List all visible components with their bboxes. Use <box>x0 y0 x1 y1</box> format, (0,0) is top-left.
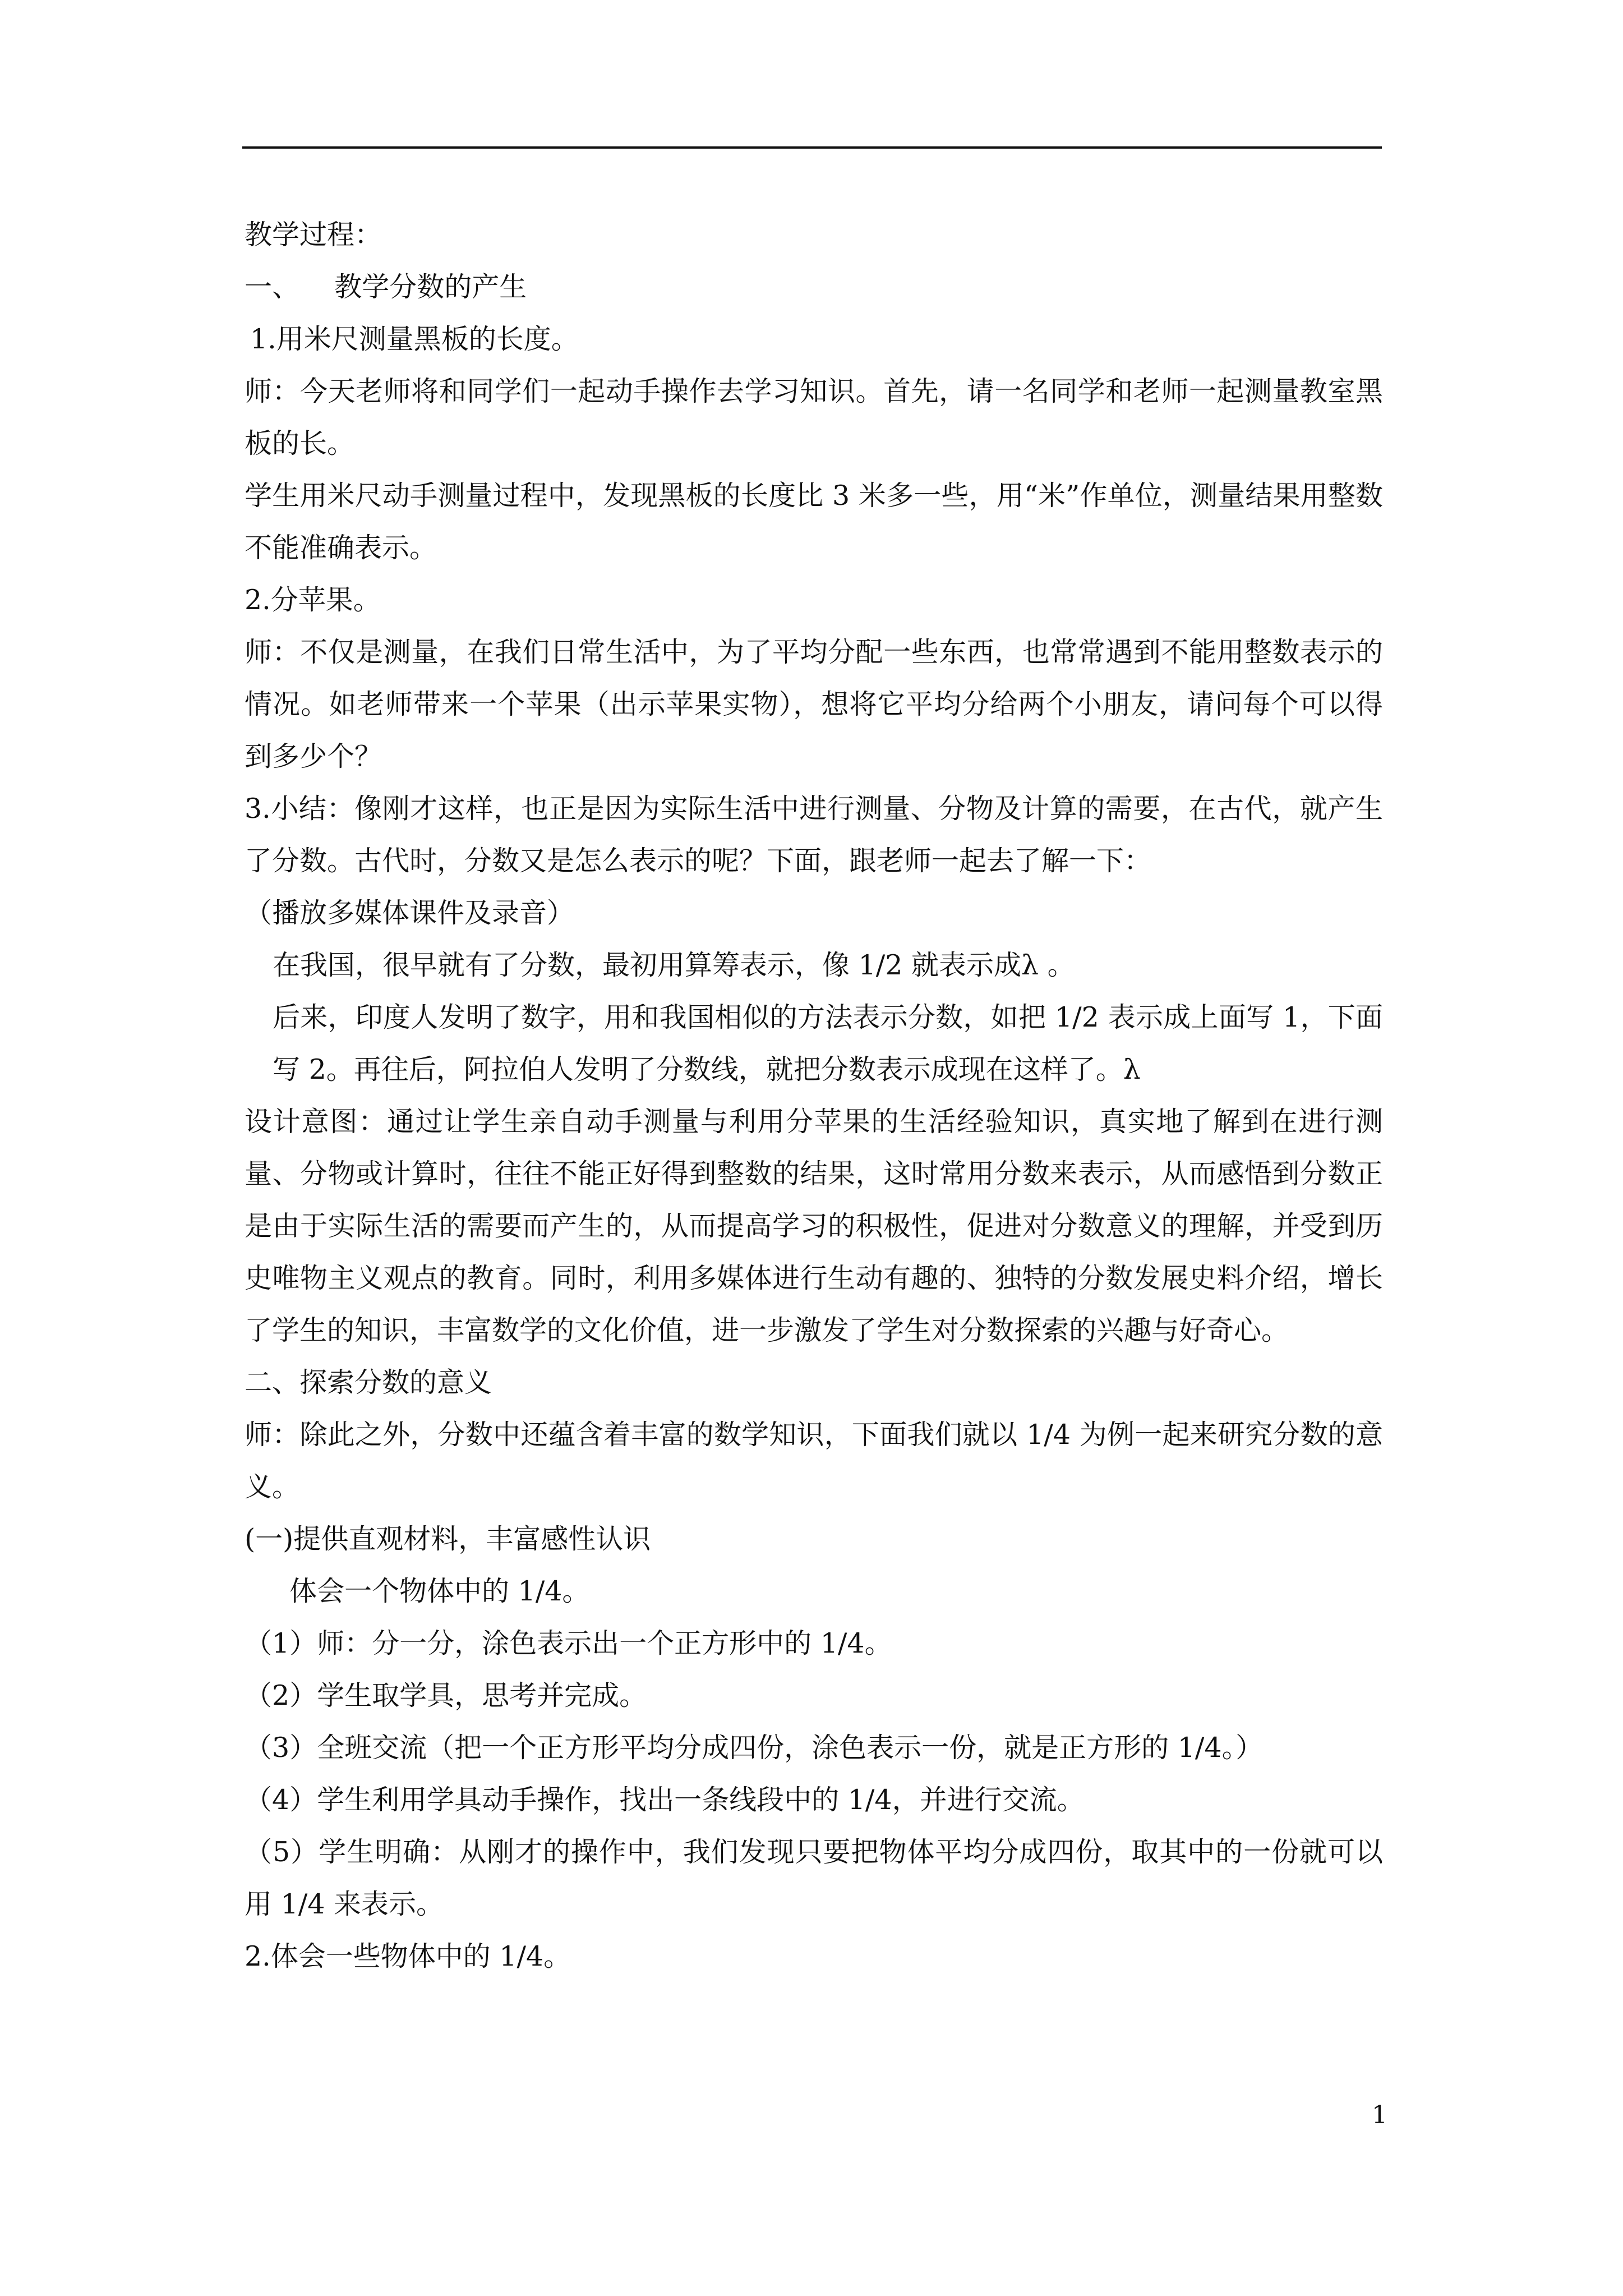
paragraph: 体会一个物体中的 1/4。 <box>289 1575 590 1607</box>
section-heading: 二、探索分数的意义 <box>245 1366 492 1398</box>
paragraph: 师：不仅是测量，在我们日常生活中，为了平均分配一些东西，也常常遇到不能用整数表示的情况。如老师带来一个苹果（出示苹果实物），想将它平均分给两个小朋友，请问每个可以得到多少个？ <box>245 636 1383 772</box>
paragraph: 在我国，很早就有了分数，最初用算筹表示，像 1/2 就表示成λ 。 <box>273 949 1075 981</box>
body-text <box>245 209 1383 1982</box>
paragraph: 学生用米尺动手测量过程中，发现黑板的长度比 3 米多一些，用“米”作单位，测量结果用整数不能准确表示。 <box>245 480 1383 564</box>
paragraph: 2.体会一些物体中的 1/4。 <box>245 1940 571 1972</box>
paragraph: （播放多媒体课件及录音） <box>245 897 575 929</box>
list-item: （5）学生明确：从刚才的操作中，我们发现只要把物体平均分成四份，取其中的一份就可以用 1/4 来表示。 <box>245 1836 1383 1920</box>
paragraph: 后来，印度人发明了数字，用和我国相似的方法表示分数，如把 1/2 表示成上面写 1，下面写 2。再往后，阿拉伯人发明了分数线，就把分数表示成现在这样了。λ <box>273 1001 1383 1085</box>
list-item: （1）师：分一分，涂色表示出一个正方形中的 1/4。 <box>245 1627 892 1659</box>
paragraph: 教学过程： <box>245 219 382 251</box>
header-rule <box>242 146 1382 149</box>
subsection-heading: (一)提供直观材料，丰富感性认识 <box>245 1523 651 1555</box>
paragraph: 2.分苹果。 <box>245 584 381 616</box>
paragraph: 3.小结：像刚才这样，也正是因为实际生活中进行测量、分物及计算的需要，在古代，就产生了分数。古代时，分数又是怎么表示的呢？下面，跟老师一起去了解一下： <box>245 793 1383 877</box>
paragraph: 师：今天老师将和同学们一起动手操作去学习知识。首先，请一名同学和老师一起测量教室黑板的长。 <box>245 375 1383 459</box>
paragraph: 1.用米尺测量黑板的长度。 <box>250 323 579 355</box>
list-item: （2）学生取学具，思考并完成。 <box>245 1680 647 1711</box>
list-item: （4）学生利用学具动手操作，找出一条线段中的 1/4，并进行交流。 <box>245 1784 1085 1816</box>
paragraph: 师：除此之外，分数中还蕴含着丰富的数学知识，下面我们就以 1/4 为例一起来研究分数的意义。 <box>245 1419 1383 1503</box>
page-number: 1 <box>1372 2101 1387 2129</box>
list-item: （3）全班交流（把一个正方形平均分成四份，涂色表示一份，就是正方形的 1/4。） <box>245 1732 1264 1764</box>
section-heading: 一、 教学分数的产生 <box>245 271 527 303</box>
paragraph: 设计意图：通过让学生亲自动手测量与利用分苹果的生活经验知识，真实地了解到在进行测量、分物或计算时，往往不能正好得到整数的结果，这时常用分数来表示，从而感悟到分数正是由于实际生活的需要而产生的，从而提高学习的积极性，促进对分数意义的理解，并受到历史唯物主义观点的教育。同时，利用多媒体进行生动有趣的、独特的分数发展史料介绍，增长了学生的知识，丰富数学的文化价值，进一步激发了学生对分数探索的兴趣与好奇心。 <box>245 1106 1383 1346</box>
